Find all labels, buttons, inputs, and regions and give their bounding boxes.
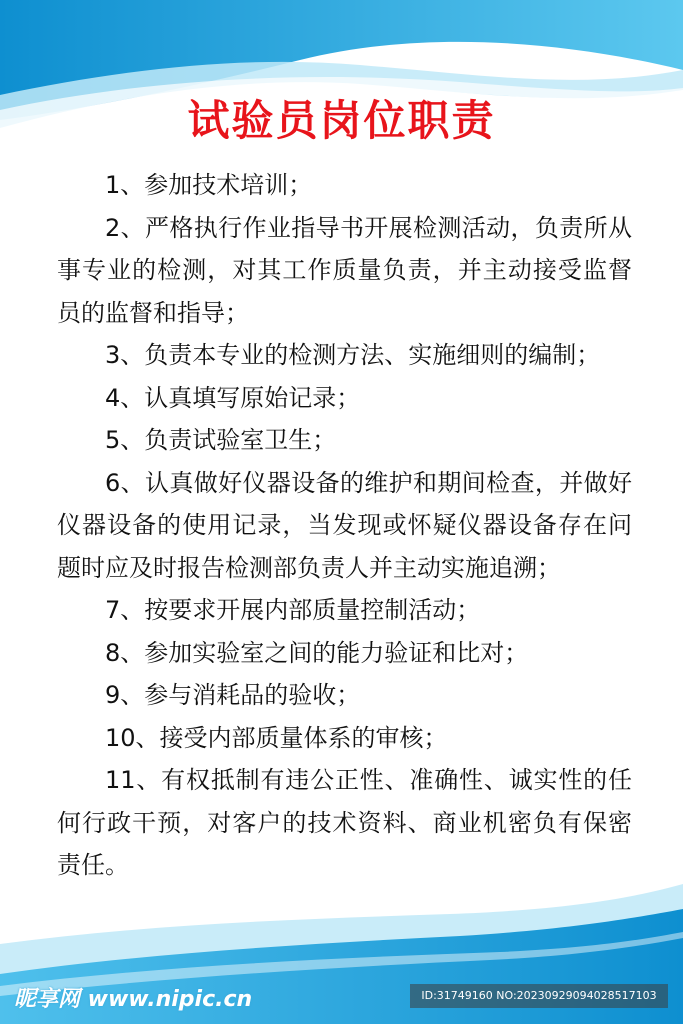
list-item: 10、接受内部质量体系的审核；	[105, 723, 448, 752]
list-item: 5、负责试验室卫生；	[105, 426, 337, 454]
list-item: 1、参加技术培训；	[105, 171, 313, 199]
list-item: 4、认真填写原始记录；	[105, 383, 361, 412]
list-item: 11、有权抵制有违公正性、准确性、诚实性的任何行政干预，对客户的技术资料、商业机密负有保密责任。	[57, 766, 632, 879]
watermark-logo: 昵享网 www.nipic.cn	[14, 987, 253, 1012]
page-title: 试验员岗位职责	[187, 96, 496, 145]
list-item: 6、认真做好仪器设备的维护和期间检查，并做好仪器设备的使用记录，当发现或怀疑仪器设备存在问题时应及时报告检测部负责人并主动实施追溯；	[57, 468, 632, 582]
list-item: 3、负责本专业的检测方法、实施细则的编制；	[105, 341, 601, 369]
list-item: 8、参加实验室之间的能力验证和比对；	[105, 638, 529, 667]
duty-list	[57, 164, 632, 887]
watermark-id: ID:31749160 NO:20230929094028517103	[410, 984, 668, 1008]
list-item: 9、参与消耗品的验收；	[105, 681, 361, 709]
list-item: 2、严格执行作业指导书开展检测活动，负责所从事专业的检测，对其工作质量负责，并主动接受监督员的监督和指导；	[57, 213, 632, 327]
list-item: 7、按要求开展内部质量控制活动；	[105, 596, 481, 624]
